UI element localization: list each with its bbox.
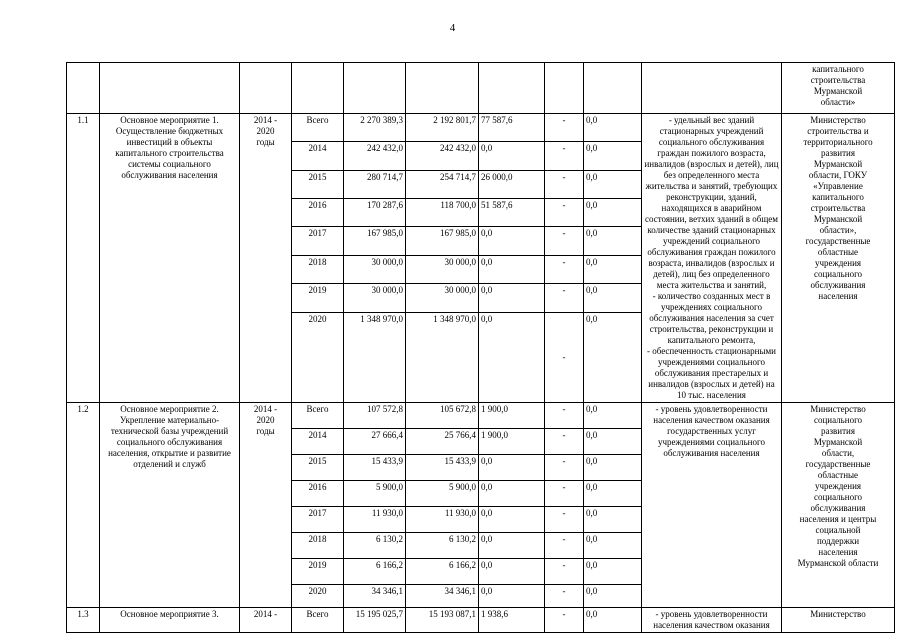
regional-cell: 11 930,0 bbox=[406, 507, 479, 533]
local-cell: - bbox=[545, 533, 584, 559]
federal-cell: 1 900,0 bbox=[479, 429, 545, 455]
federal-cell: 0,0 bbox=[479, 481, 545, 507]
federal-cell: 0,0 bbox=[479, 142, 545, 170]
regional-cell: 118 700,0 bbox=[406, 199, 479, 227]
other-cell: 0,0 bbox=[584, 142, 642, 170]
year-cell: Всего bbox=[292, 114, 344, 142]
responsible-cell: Министерство социального развития Мурманской области, государственные областные учреждения социального обслуживания населения и центры социальной поддержки населения Мурманской области bbox=[782, 403, 895, 608]
year-cell: 2014 bbox=[292, 429, 344, 455]
federal-cell: 0,0 bbox=[479, 255, 545, 283]
local-cell: - bbox=[545, 142, 584, 170]
page-number: 4 bbox=[449, 22, 456, 34]
other-cell: 0,0 bbox=[584, 507, 642, 533]
local-cell: - bbox=[545, 312, 584, 402]
federal-cell: 0,0 bbox=[479, 559, 545, 585]
responsible-cell: Министерство строительства и территориального развития Мурманской области, ГОКУ «Управление капитального строительства Мурманской области», государственные областные учреждения социального обслуживания населения bbox=[782, 114, 895, 403]
other-cell: 0,0 bbox=[584, 284, 642, 312]
federal-cell: 0,0 bbox=[479, 284, 545, 312]
regional-cell: 30 000,0 bbox=[406, 255, 479, 283]
total-cell: 242 432,0 bbox=[344, 142, 406, 170]
year-cell: 2017 bbox=[292, 227, 344, 255]
period: 2014 - 2020 годы bbox=[240, 403, 292, 608]
federal-cell: 0,0 bbox=[479, 585, 545, 608]
federal-cell: 0,0 bbox=[479, 455, 545, 481]
total-cell: 280 714,7 bbox=[344, 170, 406, 198]
other-cell: 0,0 bbox=[584, 227, 642, 255]
local-cell: - bbox=[545, 170, 584, 198]
regional-cell: 6 130,2 bbox=[406, 533, 479, 559]
other-cell: 0,0 bbox=[584, 429, 642, 455]
total-cell: 15 195 025,7 bbox=[344, 608, 406, 633]
regional-cell: 15 193 087,1 bbox=[406, 608, 479, 633]
other-cell: 0,0 bbox=[584, 585, 642, 608]
total-cell: 15 433,9 bbox=[344, 455, 406, 481]
federal-cell: 0,0 bbox=[479, 227, 545, 255]
responsible-cell: Министерство bbox=[782, 608, 895, 633]
regional-cell: 34 346,1 bbox=[406, 585, 479, 608]
table-row bbox=[67, 608, 895, 633]
other-cell: 0,0 bbox=[584, 608, 642, 633]
other-cell: 0,0 bbox=[584, 403, 642, 429]
period: 2014 - 2020 годы bbox=[240, 114, 292, 403]
year-cell: 2014 bbox=[292, 142, 344, 170]
section-number: 1.1 bbox=[67, 114, 100, 403]
other-cell: 0,0 bbox=[584, 255, 642, 283]
federal-cell: 51 587,6 bbox=[479, 199, 545, 227]
year-cell: 2015 bbox=[292, 455, 344, 481]
total-cell: 167 985,0 bbox=[344, 227, 406, 255]
regional-cell: 167 985,0 bbox=[406, 227, 479, 255]
year-cell: 2019 bbox=[292, 284, 344, 312]
period: 2014 - bbox=[240, 608, 292, 633]
federal-cell: 26 000,0 bbox=[479, 170, 545, 198]
indicators-cell: - уровень удовлетворенности населения качеством оказания государственных услуг учреждениями социального обслуживания населения bbox=[642, 403, 782, 608]
regional-cell: 1 348 970,0 bbox=[406, 312, 479, 402]
regional-cell: 242 432,0 bbox=[406, 142, 479, 170]
total-cell: 107 572,8 bbox=[344, 403, 406, 429]
local-cell: - bbox=[545, 585, 584, 608]
total-cell: 30 000,0 bbox=[344, 255, 406, 283]
total-cell: 27 666,4 bbox=[344, 429, 406, 455]
total-cell: 6 130,2 bbox=[344, 533, 406, 559]
local-cell: - bbox=[545, 455, 584, 481]
local-cell: - bbox=[545, 559, 584, 585]
local-cell: - bbox=[545, 255, 584, 283]
year-cell: 2019 bbox=[292, 559, 344, 585]
indicators-cell: - уровень удовлетворенности населения качеством оказания bbox=[642, 608, 782, 633]
regional-cell: 6 166,2 bbox=[406, 559, 479, 585]
other-cell: 0,0 bbox=[584, 199, 642, 227]
measure-name: Основное мероприятие 3. bbox=[100, 608, 240, 633]
other-cell: 0,0 bbox=[584, 312, 642, 402]
year-cell: 2017 bbox=[292, 507, 344, 533]
total-cell: 5 900,0 bbox=[344, 481, 406, 507]
regional-cell: 25 766,4 bbox=[406, 429, 479, 455]
total-cell: 170 287,6 bbox=[344, 199, 406, 227]
local-cell: - bbox=[545, 114, 584, 142]
local-cell: - bbox=[545, 227, 584, 255]
local-cell: - bbox=[545, 507, 584, 533]
year-cell: 2020 bbox=[292, 585, 344, 608]
responsible-continuation: капитального строительства Мурманской области» bbox=[782, 63, 895, 114]
local-cell: - bbox=[545, 429, 584, 455]
local-cell: - bbox=[545, 199, 584, 227]
other-cell: 0,0 bbox=[584, 559, 642, 585]
year-cell: 2016 bbox=[292, 199, 344, 227]
regional-cell: 30 000,0 bbox=[406, 284, 479, 312]
federal-cell: 0,0 bbox=[479, 312, 545, 402]
measure-name: Основное мероприятие 2. Укрепление материально-технической базы учреждений социального обслуживания населения, открытие и развитие отделений и служб bbox=[100, 403, 240, 608]
other-cell: 0,0 bbox=[584, 481, 642, 507]
total-cell: 6 166,2 bbox=[344, 559, 406, 585]
year-cell: 2018 bbox=[292, 533, 344, 559]
year-cell: 2018 bbox=[292, 255, 344, 283]
regional-cell: 5 900,0 bbox=[406, 481, 479, 507]
total-cell: 1 348 970,0 bbox=[344, 312, 406, 402]
program-table bbox=[66, 62, 895, 633]
year-cell: 2020 bbox=[292, 312, 344, 402]
year-cell: Всего bbox=[292, 608, 344, 633]
federal-cell: 1 900,0 bbox=[479, 403, 545, 429]
other-cell: 0,0 bbox=[584, 455, 642, 481]
local-cell: - bbox=[545, 481, 584, 507]
section-number: 1.3 bbox=[67, 608, 100, 633]
section-number: 1.2 bbox=[67, 403, 100, 608]
continuation-row bbox=[67, 63, 895, 114]
local-cell: - bbox=[545, 284, 584, 312]
regional-cell: 105 672,8 bbox=[406, 403, 479, 429]
year-cell: 2016 bbox=[292, 481, 344, 507]
indicators-cell: - удельный вес зданий стационарных учреждений социального обслуживания граждан пожилого возраста, инвалидов (взрослых и детей), лиц без определенного места жительства и занятий, требующих реконструкции, зданий, находящихся в аварийном состоянии, ветхих зданий в общем количестве зданий стационарных учреждений социального обслуживания граждан пожилого возраста, инвалидов (взрослых и детей), лиц без определенного места жительства и занятий, - количество созданных мест в учреждениях социального обслуживания населения за счет строительства, реконструкции и капитального ремонта, - обеспеченность стационарными учреждениями социального обслуживания престарелых и инвалидов (взрослых и детей) на 10 тыс. населения bbox=[642, 114, 782, 403]
other-cell: 0,0 bbox=[584, 533, 642, 559]
federal-cell: 0,0 bbox=[479, 533, 545, 559]
other-cell: 0,0 bbox=[584, 114, 642, 142]
year-cell: Всего bbox=[292, 403, 344, 429]
total-cell: 11 930,0 bbox=[344, 507, 406, 533]
total-cell: 2 270 389,3 bbox=[344, 114, 406, 142]
federal-cell: 77 587,6 bbox=[479, 114, 545, 142]
regional-cell: 15 433,9 bbox=[406, 455, 479, 481]
total-cell: 30 000,0 bbox=[344, 284, 406, 312]
regional-cell: 2 192 801,7 bbox=[406, 114, 479, 142]
table-row bbox=[67, 403, 895, 429]
measure-name: Основное мероприятие 1. Осуществление бюджетных инвестиций в объекты капитального строительства системы социального обслуживания населения bbox=[100, 114, 240, 403]
year-cell: 2015 bbox=[292, 170, 344, 198]
local-cell: - bbox=[545, 608, 584, 633]
federal-cell: 0,0 bbox=[479, 507, 545, 533]
federal-cell: 1 938,6 bbox=[479, 608, 545, 633]
local-cell: - bbox=[545, 403, 584, 429]
regional-cell: 254 714,7 bbox=[406, 170, 479, 198]
table-row bbox=[67, 114, 895, 142]
other-cell: 0,0 bbox=[584, 170, 642, 198]
total-cell: 34 346,1 bbox=[344, 585, 406, 608]
